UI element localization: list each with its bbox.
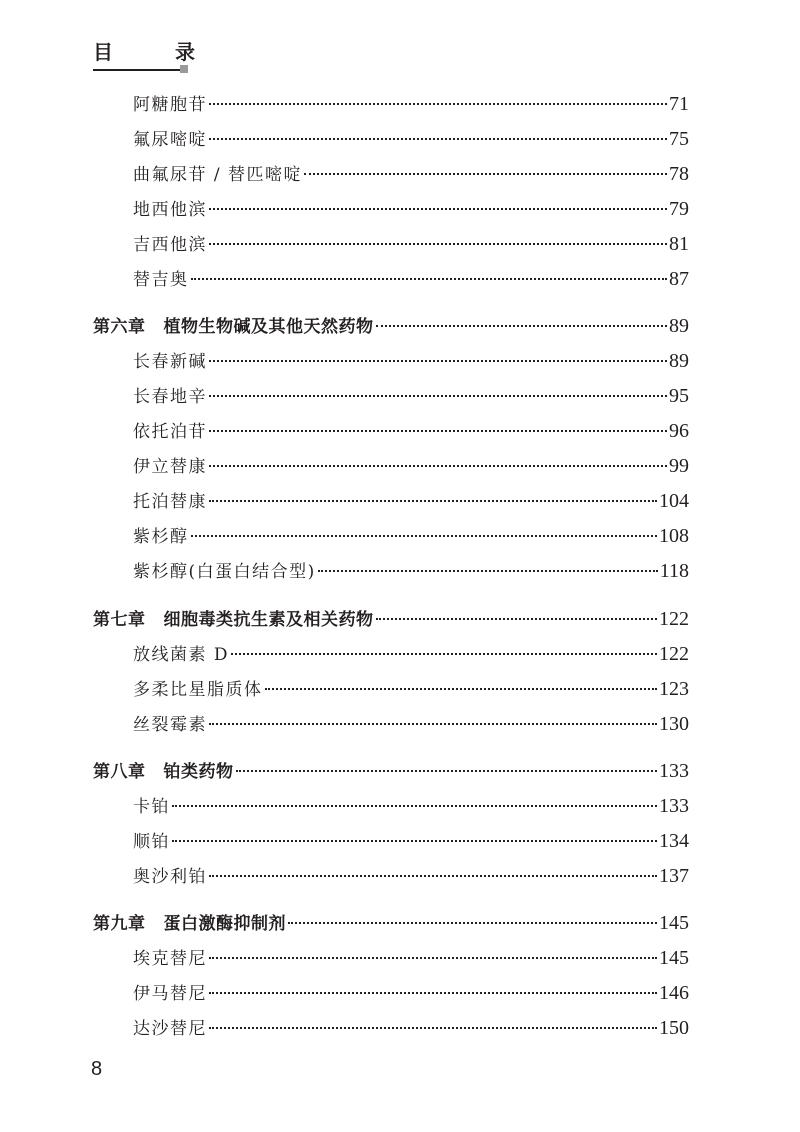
toc-entry-row[interactable]	[133, 195, 689, 223]
page-reference: 150	[659, 1017, 689, 1039]
toc-entry-row[interactable]	[133, 230, 689, 258]
toc-entry-row[interactable]	[133, 862, 689, 890]
toc-entry-row[interactable]	[133, 160, 689, 188]
chapter-heading	[93, 313, 374, 341]
toc-entry-row[interactable]	[133, 710, 689, 738]
dot-leader	[231, 653, 657, 655]
page-reference: 99	[669, 455, 689, 477]
page-reference: 123	[659, 678, 689, 700]
entry-title: 紫杉醇(白蛋白结合型)	[133, 562, 316, 582]
toc-entry-row[interactable]	[133, 452, 689, 480]
entry-title: 放线菌素 D	[133, 645, 230, 665]
page-reference: 122	[659, 608, 689, 630]
chapter-title: 细胞毒类抗生素及相关药物	[163, 610, 374, 630]
entry-title: 多柔比星脂质体	[133, 680, 263, 700]
toc-chapter-row[interactable]	[93, 312, 689, 340]
dot-leader	[172, 840, 657, 842]
entry-title: 依托泊苷	[133, 422, 207, 442]
toc-entry-row[interactable]	[133, 487, 689, 515]
toc-entry-row[interactable]	[133, 125, 689, 153]
dot-leader	[209, 103, 667, 105]
entry-title: 托泊替康	[133, 492, 207, 512]
page-reference: 146	[659, 982, 689, 1004]
entry-title: 阿糖胞苷	[133, 95, 207, 115]
dot-leader	[376, 325, 668, 327]
toc-chapter-row[interactable]	[93, 909, 689, 937]
header-square-marker	[180, 65, 188, 73]
dot-leader	[209, 957, 657, 959]
page-reference: 78	[669, 163, 689, 185]
dot-leader	[172, 805, 657, 807]
dot-leader	[209, 138, 667, 140]
page-header-title: 目 录	[93, 40, 216, 64]
page-reference: 133	[659, 760, 689, 782]
toc-entry-row[interactable]	[133, 792, 689, 820]
entry-title: 吉西他滨	[133, 235, 207, 255]
page-reference: 79	[669, 198, 689, 220]
chapter-title: 铂类药物	[163, 762, 234, 782]
dot-leader	[209, 723, 657, 725]
page-reference: 89	[669, 315, 689, 337]
dot-leader	[209, 500, 657, 502]
page-reference: 145	[659, 947, 689, 969]
chapter-number: 第六章	[93, 317, 146, 337]
page-reference: 118	[659, 560, 689, 582]
toc-entry-row[interactable]	[133, 675, 689, 703]
dot-leader	[209, 992, 657, 994]
toc-chapter-row[interactable]	[93, 605, 689, 633]
toc-entry-row[interactable]	[133, 522, 689, 550]
page-reference: 122	[659, 643, 689, 665]
page-reference: 130	[659, 713, 689, 735]
page-reference: 87	[669, 268, 689, 290]
toc-entry-row[interactable]	[133, 979, 689, 1007]
page-reference: 89	[669, 350, 689, 372]
entry-title: 长春地辛	[133, 387, 207, 407]
entry-title: 地西他滨	[133, 200, 207, 220]
dot-leader	[376, 618, 658, 620]
entry-title: 埃克替尼	[133, 949, 207, 969]
header-underline	[93, 69, 181, 71]
entry-title: 奥沙利铂	[133, 867, 207, 887]
chapter-title: 蛋白激酶抑制剂	[163, 914, 286, 934]
entry-title: 卡铂	[133, 797, 170, 817]
dot-leader	[209, 395, 667, 397]
entry-title: 曲氟尿苷 / 替匹嘧啶	[133, 165, 303, 185]
page-number: 8	[91, 1058, 103, 1080]
toc-entry-row[interactable]	[133, 640, 689, 668]
dot-leader	[191, 278, 668, 280]
page-reference: 137	[659, 865, 689, 887]
toc-entry-row[interactable]	[133, 1014, 689, 1042]
entry-title: 顺铂	[133, 832, 170, 852]
toc-entry-row[interactable]	[133, 90, 689, 118]
dot-leader	[304, 173, 667, 175]
entry-title: 伊立替康	[133, 457, 207, 477]
page-reference: 95	[669, 385, 689, 407]
page-reference: 75	[669, 128, 689, 150]
toc-entry-row[interactable]	[133, 417, 689, 445]
page-reference: 108	[659, 525, 689, 547]
entry-title: 伊马替尼	[133, 984, 207, 1004]
entry-title: 长春新碱	[133, 352, 207, 372]
entry-title: 氟尿嘧啶	[133, 130, 207, 150]
dot-leader	[236, 770, 658, 772]
dot-leader	[265, 688, 658, 690]
toc-entry-row[interactable]	[133, 557, 689, 585]
chapter-title: 植物生物碱及其他天然药物	[163, 317, 374, 337]
page-reference: 71	[669, 93, 689, 115]
entry-title: 丝裂霉素	[133, 715, 207, 735]
chapter-heading	[93, 910, 286, 938]
chapter-heading	[93, 606, 374, 634]
dot-leader	[209, 208, 667, 210]
entry-title: 紫杉醇	[133, 527, 189, 547]
dot-leader	[209, 875, 657, 877]
chapter-number: 第八章	[93, 762, 146, 782]
toc-entry-row[interactable]	[133, 944, 689, 972]
chapter-heading	[93, 758, 234, 786]
dot-leader	[209, 1027, 657, 1029]
page-reference: 104	[659, 490, 689, 512]
dot-leader	[288, 922, 657, 924]
chapter-number: 第九章	[93, 914, 146, 934]
dot-leader	[209, 243, 667, 245]
dot-leader	[191, 535, 658, 537]
entry-title: 达沙替尼	[133, 1019, 207, 1039]
dot-leader	[318, 570, 658, 572]
toc-entry-row[interactable]	[133, 382, 689, 410]
dot-leader	[209, 465, 667, 467]
page-reference: 133	[659, 795, 689, 817]
page-reference: 134	[659, 830, 689, 852]
page-reference: 145	[659, 912, 689, 934]
toc-entry-row[interactable]	[133, 347, 689, 375]
dot-leader	[209, 430, 667, 432]
toc-entry-row[interactable]	[133, 827, 689, 855]
page-reference: 81	[669, 233, 689, 255]
toc-entry-row[interactable]	[133, 265, 689, 293]
page-reference: 96	[669, 420, 689, 442]
toc-chapter-row[interactable]	[93, 757, 689, 785]
dot-leader	[209, 360, 667, 362]
chapter-number: 第七章	[93, 610, 146, 630]
entry-title: 替吉奥	[133, 270, 189, 290]
